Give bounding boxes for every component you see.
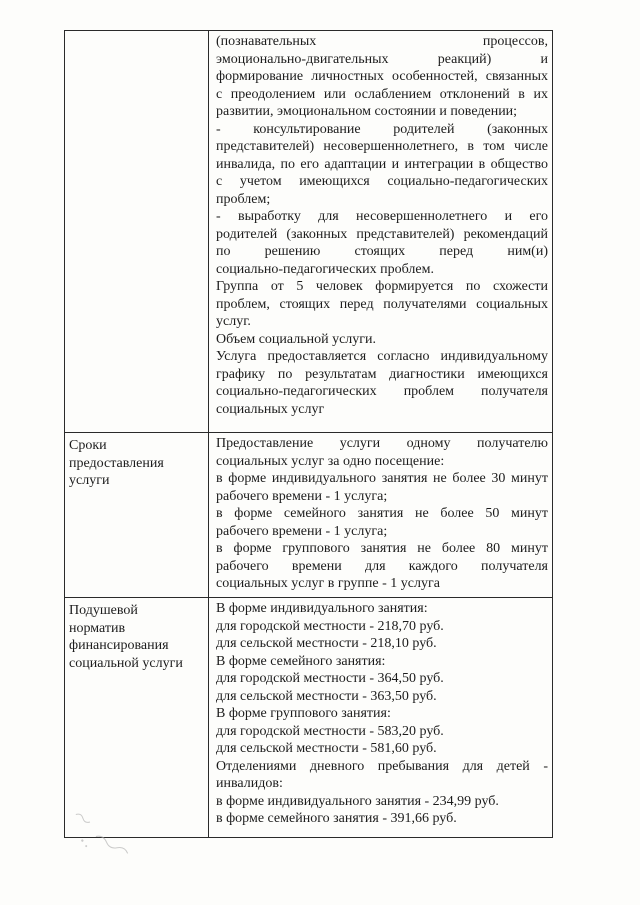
row-label-line: социальной услуги	[69, 655, 183, 671]
content-line: для сельской местности - 363,50 руб.	[216, 688, 437, 704]
content-line: услуг.	[216, 314, 251, 329]
content-line: в форме индивидуального занятия - 234,99 руб.	[216, 793, 499, 809]
content-line: для сельской местности - 581,60 руб.	[216, 741, 437, 756]
content-line: Отделениями дневного пребывания для детей -	[216, 758, 548, 774]
content-line: проблем;	[216, 191, 271, 207]
table-row	[65, 433, 553, 598]
row-content-cell	[209, 31, 553, 433]
content-line: в форме индивидуального занятия не более 30 минут	[216, 471, 548, 486]
row-label-line: предоставления	[69, 455, 164, 471]
content-line: - консультирование родителей (законных	[216, 121, 548, 137]
row-label-line: норматив	[69, 620, 126, 636]
content-line: Объем социальной услуги.	[216, 331, 377, 347]
row-label-line: Подушевой	[69, 603, 138, 618]
content-line: В форме группового занятия:	[216, 706, 391, 721]
content-line: в форме семейного занятия - 391,66 руб.	[216, 811, 457, 826]
service-standard-table	[64, 30, 553, 838]
content-line: для городской местности - 583,20 руб.	[216, 723, 444, 739]
content-line: Предоставление услуги одному получателю	[216, 436, 548, 451]
content-line: социально-педагогических проблем получателя	[216, 384, 548, 399]
content-line: с учетом имеющихся социально-педагогических	[216, 174, 548, 189]
row-label-cell	[65, 433, 209, 598]
content-line: социальных услуг за одно посещение:	[216, 453, 445, 469]
content-line: для сельской местности - 218,10 руб.	[216, 636, 437, 651]
content-line: рабочего времени - 1 услуга;	[216, 523, 388, 539]
content-line: - выработку для несовершеннолетнего и его	[216, 209, 548, 224]
content-line: социально-педагогических проблем.	[216, 261, 434, 277]
content-line: инвалида, по его адаптации и интеграции в общество	[216, 156, 548, 172]
content-line: В форме индивидуального занятия:	[216, 601, 428, 616]
content-line: социальных услуг в группе - 1 услуга	[216, 576, 440, 591]
content-line: инвалидов:	[216, 776, 283, 791]
row-label-cell	[65, 598, 209, 838]
content-line: эмоционально-двигательных реакций) и	[216, 51, 548, 67]
row-label-line: финансирования	[69, 638, 169, 653]
row-label-cell	[65, 31, 209, 433]
content-line: проблем, стоящих перед получателями социальных	[216, 296, 548, 312]
content-line: с преодолением или ослаблением отклонений в их	[216, 86, 548, 102]
content-line: представителей) несовершеннолетнего, в том числе	[216, 139, 548, 154]
content-line: в форме семейного занятия не более 50 минут	[216, 506, 548, 521]
content-line: рабочего времени для каждого получателя	[216, 558, 548, 574]
content-line: для городской местности - 364,50 руб.	[216, 671, 444, 686]
row-label-line: услуги	[69, 473, 110, 488]
row-content-cell	[209, 433, 553, 598]
content-line: Группа от 5 человек формируется по схожести	[216, 279, 548, 294]
row-content-cell	[209, 598, 553, 838]
content-line: графику по результатам диагностики имеющихся	[216, 366, 548, 382]
content-line: рабочего времени - 1 услуга;	[216, 488, 388, 504]
content-line: (познавательных процессов,	[216, 34, 548, 49]
table-row	[65, 31, 553, 433]
content-line: в форме группового занятия не более 80 минут	[216, 541, 548, 556]
content-line: по решению стоящих перед ним(и)	[216, 244, 548, 259]
content-line: социальных услуг	[216, 401, 325, 417]
content-line: В форме семейного занятия:	[216, 653, 386, 669]
content-line: формирование личностных особенностей, связанных	[216, 69, 548, 84]
content-line: развитии, эмоциональном состоянии и поведении;	[216, 104, 518, 119]
content-line: родителей (законных представителей) рекомендаций	[216, 226, 548, 242]
table-row	[65, 598, 553, 838]
row-label-line: Сроки	[69, 438, 107, 453]
content-line: для городской местности - 218,70 руб.	[216, 618, 444, 634]
content-line: Услуга предоставляется согласно индивидуальному	[216, 349, 548, 364]
